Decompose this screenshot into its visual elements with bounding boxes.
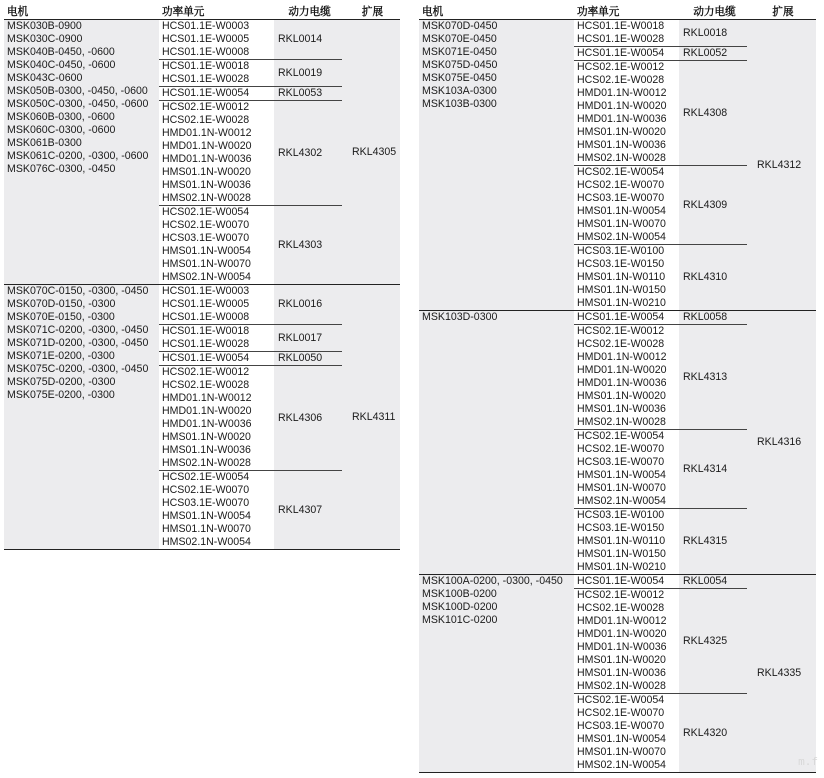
cable-cell: RKL0014: [274, 20, 342, 60]
power-unit-cell: [574, 430, 679, 509]
power-unit-cell: [574, 47, 679, 61]
cable-cell: RKL0054: [679, 575, 747, 589]
cable-cell: RKL0053: [274, 87, 342, 101]
cable-cell: RKL4314: [679, 430, 747, 509]
power-unit: HCS01.1E-W0003: [162, 20, 250, 32]
power-unit: HMD01.1N-W0020: [577, 364, 667, 376]
motor-model: MSK061B-0300: [7, 137, 82, 149]
header-motor: 电机: [4, 5, 159, 20]
power-unit: HMS01.1N-W0070: [162, 523, 251, 535]
power-unit: HCS01.1E-W0054: [577, 311, 665, 323]
cable-cell: RKL4306: [274, 366, 342, 471]
power-unit: HCS02.1E-W0070: [162, 219, 250, 231]
header-row: [419, 5, 816, 20]
header-power-unit: 功率单元: [159, 5, 274, 20]
power-unit: HCS03.1E-W0070: [577, 192, 665, 204]
power-unit: HMS01.1N-W0036: [577, 667, 666, 679]
power-unit: HMD01.1N-W0020: [577, 100, 667, 112]
power-unit: HMD01.1N-W0012: [162, 392, 252, 404]
cable-cell: RKL4302: [274, 101, 342, 206]
power-unit-cell: [159, 101, 274, 206]
power-unit: HCS01.1E-W0003: [162, 285, 250, 297]
power-unit-cell: [574, 325, 679, 430]
cable-cell: RKL4313: [679, 325, 747, 430]
power-unit: HMS01.1N-W0020: [577, 126, 666, 138]
right-compat-table: [419, 5, 816, 773]
power-unit-cell: [574, 245, 679, 311]
motor-cell: [419, 575, 574, 773]
power-unit: HCS01.1E-W0005: [162, 298, 250, 310]
extension-cell: RKL4312: [747, 20, 816, 311]
right-table: [419, 5, 816, 773]
power-unit-cell: [159, 60, 274, 87]
power-unit: HCS01.1E-W0054: [162, 87, 250, 99]
power-unit: HCS02.1E-W0012: [162, 101, 250, 113]
cable-cell: RKL0019: [274, 60, 342, 87]
left-compat-table: [4, 5, 400, 550]
motor-model: MSK101C-0200: [422, 614, 498, 626]
power-unit: HCS01.1E-W0018: [577, 20, 665, 32]
power-unit: HCS02.1E-W0070: [162, 484, 250, 496]
extension-cell: RKL4305: [342, 20, 400, 285]
power-unit: HMS02.1N-W0028: [577, 680, 666, 692]
cable-cell: RKL4310: [679, 245, 747, 311]
power-unit-cell: [159, 325, 274, 352]
power-unit: HMD01.1N-W0012: [577, 351, 667, 363]
bottom-rule: [419, 772, 816, 773]
power-unit-cell: [159, 366, 274, 471]
power-unit: HMS01.1N-W0054: [162, 245, 251, 257]
motor-model: MSK060B-0300, -0600: [7, 111, 115, 123]
power-unit-cell: [574, 311, 679, 325]
power-unit-cell: [159, 471, 274, 550]
power-unit-cell: [159, 285, 274, 325]
power-unit: HMS01.1N-W0020: [162, 431, 251, 443]
power-unit: HMD01.1N-W0012: [577, 615, 667, 627]
motor-model: MSK070E-0450: [422, 33, 497, 45]
power-unit: HMD01.1N-W0036: [577, 113, 667, 125]
power-unit: HMS01.1N-W0070: [577, 746, 666, 758]
power-unit: HCS02.1E-W0054: [162, 471, 250, 483]
motor-model: MSK071E-0450: [422, 46, 497, 58]
power-unit: HCS02.1E-W0028: [162, 114, 250, 126]
motor-model: MSK050B-0300, -0450, -0600: [7, 85, 148, 97]
power-unit-cell: [574, 694, 679, 773]
motor-model: MSK100B-0200: [422, 588, 497, 600]
power-unit: HCS01.1E-W0008: [162, 311, 250, 323]
table-row: [419, 575, 816, 589]
power-unit: HMS01.1N-W0210: [577, 297, 666, 309]
power-unit-cell: [574, 166, 679, 245]
power-unit: HCS01.1E-W0005: [162, 33, 250, 45]
power-unit-cell: [574, 20, 679, 47]
table-row: [4, 20, 400, 60]
power-unit: HCS02.1E-W0070: [577, 707, 665, 719]
power-unit: HMS01.1N-W0054: [577, 205, 666, 217]
header-extension: 扩展: [747, 5, 816, 20]
power-unit: HMS02.1N-W0028: [577, 152, 666, 164]
power-unit: HCS02.1E-W0054: [577, 694, 665, 706]
header-cable: 动力电缆: [679, 5, 747, 20]
bottom-rule: [4, 549, 400, 550]
power-unit: HCS03.1E-W0070: [577, 720, 665, 732]
power-unit: HCS03.1E-W0150: [577, 258, 665, 270]
table-end-rule: [419, 772, 816, 773]
table-end-rule: [4, 549, 400, 550]
motor-model: MSK030B-0900: [7, 20, 82, 32]
cable-cell: RKL0016: [274, 285, 342, 325]
power-unit: HMS02.1N-W0054: [577, 231, 666, 243]
cable-cell: RKL4307: [274, 471, 342, 550]
power-unit: HMS01.1N-W0110: [577, 535, 666, 547]
power-unit: HCS01.1E-W0028: [162, 338, 250, 350]
power-unit: HMD01.1N-W0020: [162, 140, 252, 152]
left-table: [4, 5, 400, 550]
table-row: [4, 285, 400, 325]
motor-model: MSK070D-0450: [422, 20, 498, 32]
power-unit-cell: [574, 61, 679, 166]
power-unit: HCS01.1E-W0054: [577, 575, 665, 587]
power-unit: HMS02.1N-W0028: [577, 416, 666, 428]
motor-model: MSK075E-0450: [422, 72, 497, 84]
cable-cell: RKL0018: [679, 20, 747, 47]
power-unit: HMD01.1N-W0020: [162, 405, 252, 417]
power-unit: HCS03.1E-W0070: [162, 232, 250, 244]
power-unit: HMS02.1N-W0054: [577, 759, 666, 771]
table-row: [419, 20, 816, 47]
table-row: [419, 311, 816, 325]
cable-cell: RKL4309: [679, 166, 747, 245]
extension-cell: RKL4311: [342, 285, 400, 550]
power-unit-cell: [159, 20, 274, 60]
power-unit: HCS02.1E-W0012: [577, 325, 665, 337]
power-unit: HMS02.1N-W0054: [162, 271, 251, 283]
cable-cell: RKL4308: [679, 61, 747, 166]
motor-model: MSK075D-0450: [422, 59, 498, 71]
power-unit: HCS03.1E-W0070: [162, 497, 250, 509]
power-unit-cell: [574, 509, 679, 575]
power-unit-cell: [574, 589, 679, 694]
header-cable: 动力电缆: [274, 5, 342, 20]
motor-model: MSK103A-0300: [422, 85, 497, 97]
motor-cell: [419, 20, 574, 311]
power-unit: HMD01.1N-W0036: [577, 641, 667, 653]
power-unit: HCS01.1E-W0008: [162, 46, 250, 58]
power-unit: HMS02.1N-W0028: [162, 457, 251, 469]
motor-model: MSK070D-0150, -0300: [7, 298, 116, 310]
cable-cell: RKL0052: [679, 47, 747, 61]
power-unit: HCS02.1E-W0028: [162, 379, 250, 391]
motor-model: MSK040C-0450, -0600: [7, 59, 116, 71]
power-unit: HMD01.1N-W0012: [577, 87, 667, 99]
power-unit: HCS01.1E-W0028: [577, 33, 665, 45]
motor-model: MSK076C-0300, -0450: [7, 163, 116, 175]
power-unit: HMD01.1N-W0020: [577, 628, 667, 640]
power-unit: HMS01.1N-W0036: [577, 139, 666, 151]
motor-model: MSK075E-0200, -0300: [7, 389, 115, 401]
motor-model: MSK075D-0200, -0300: [7, 376, 116, 388]
cable-cell: RKL0058: [679, 311, 747, 325]
power-unit: HMS01.1N-W0054: [577, 469, 666, 481]
extension-cell: RKL4316: [747, 311, 816, 575]
power-unit: HMS01.1N-W0020: [577, 390, 666, 402]
power-unit: HCS02.1E-W0028: [577, 338, 665, 350]
motor-model: MSK075C-0200, -0300, -0450: [7, 363, 149, 375]
watermark: m.f: [798, 755, 818, 768]
power-unit: HMS01.1N-W0036: [162, 179, 251, 191]
header-motor: 电机: [419, 5, 574, 20]
cable-cell: RKL4303: [274, 206, 342, 285]
cable-cell: RKL4320: [679, 694, 747, 773]
power-unit: HMS01.1N-W0070: [577, 482, 666, 494]
header-row: [4, 5, 400, 20]
extension-cell: RKL4335: [747, 575, 816, 773]
power-unit: HMS01.1N-W0036: [577, 403, 666, 415]
power-unit: HMS01.1N-W0020: [577, 654, 666, 666]
cable-cell: RKL4315: [679, 509, 747, 575]
cable-cell: RKL4325: [679, 589, 747, 694]
motor-model: MSK103D-0300: [422, 311, 498, 323]
power-unit: HCS02.1E-W0028: [577, 602, 665, 614]
motor-cell: [4, 20, 159, 285]
power-unit: HMD01.1N-W0036: [162, 153, 252, 165]
motor-model: MSK071E-0200, -0300: [7, 350, 115, 362]
power-unit: HMS01.1N-W0070: [162, 258, 251, 270]
power-unit: HMD01.1N-W0036: [577, 377, 667, 389]
power-unit-cell: [159, 87, 274, 101]
power-unit: HCS03.1E-W0100: [577, 509, 665, 521]
power-unit: HCS03.1E-W0070: [577, 456, 665, 468]
motor-model: MSK040B-0450, -0600: [7, 46, 115, 58]
motor-model: MSK060C-0300, -0600: [7, 124, 116, 136]
power-unit: HMS01.1N-W0054: [162, 510, 251, 522]
motor-model: MSK100A-0200, -0300, -0450: [422, 575, 563, 587]
power-unit: HCS02.1E-W0012: [577, 589, 665, 601]
header-power-unit: 功率单元: [574, 5, 679, 20]
motor-model: MSK061C-0200, -0300, -0600: [7, 150, 149, 162]
motor-model: MSK071D-0200, -0300, -0450: [7, 337, 149, 349]
cable-cell: RKL0017: [274, 325, 342, 352]
power-unit: HMD01.1N-W0012: [162, 127, 252, 139]
power-unit: HCS01.1E-W0028: [162, 73, 250, 85]
power-unit: HCS02.1E-W0070: [577, 179, 665, 191]
power-unit: HCS02.1E-W0070: [577, 443, 665, 455]
power-unit: HMS01.1N-W0150: [577, 548, 666, 560]
power-unit: HMS01.1N-W0210: [577, 561, 666, 573]
power-unit: HCS02.1E-W0012: [577, 61, 665, 73]
motor-model: MSK071C-0200, -0300, -0450: [7, 324, 149, 336]
motor-model: MSK070E-0150, -0300: [7, 311, 115, 323]
power-unit-cell: [574, 575, 679, 589]
power-unit: HMS01.1N-W0150: [577, 284, 666, 296]
power-unit: HMD01.1N-W0036: [162, 418, 252, 430]
power-unit: HCS01.1E-W0018: [162, 60, 250, 72]
power-unit: HCS02.1E-W0054: [577, 166, 665, 178]
power-unit: HCS02.1E-W0054: [577, 430, 665, 442]
power-unit: HMS02.1N-W0054: [577, 495, 666, 507]
power-unit: HCS02.1E-W0054: [162, 206, 250, 218]
power-unit: HMS01.1N-W0110: [577, 271, 666, 283]
power-unit: HCS03.1E-W0150: [577, 522, 665, 534]
power-unit: HMS02.1N-W0028: [162, 192, 251, 204]
motor-cell: [4, 285, 159, 550]
power-unit: HCS01.1E-W0018: [162, 325, 250, 337]
power-unit: HCS02.1E-W0028: [577, 74, 665, 86]
motor-model: MSK070C-0150, -0300, -0450: [7, 285, 149, 297]
motor-model: MSK100D-0200: [422, 601, 498, 613]
cable-cell: RKL0050: [274, 352, 342, 366]
motor-model: MSK043C-0600: [7, 72, 83, 84]
power-unit: HMS01.1N-W0070: [577, 218, 666, 230]
motor-model: MSK050C-0300, -0450, -0600: [7, 98, 149, 110]
motor-cell: [419, 311, 574, 575]
power-unit: HCS03.1E-W0100: [577, 245, 665, 257]
power-unit: HCS01.1E-W0054: [162, 352, 250, 364]
power-unit: HCS01.1E-W0054: [577, 47, 665, 59]
power-unit: HMS01.1N-W0054: [577, 733, 666, 745]
power-unit: HMS02.1N-W0054: [162, 536, 251, 548]
power-unit-cell: [159, 352, 274, 366]
power-unit-cell: [159, 206, 274, 285]
motor-model: MSK103B-0300: [422, 98, 497, 110]
power-unit: HMS01.1N-W0020: [162, 166, 251, 178]
power-unit: HMS01.1N-W0036: [162, 444, 251, 456]
motor-model: MSK030C-0900: [7, 33, 83, 45]
power-unit: HCS02.1E-W0012: [162, 366, 250, 378]
header-extension: 扩展: [342, 5, 400, 20]
